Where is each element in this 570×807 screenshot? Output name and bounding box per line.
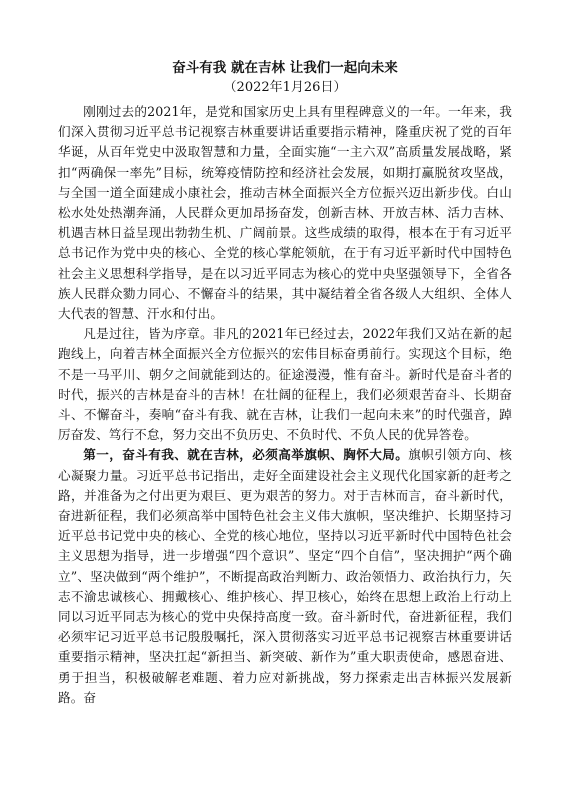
- paragraph-text: 旗帜引领方向、核心凝聚力量。习近平总书记指出，走好全面建设社会主义现代化国家新的赶考之路，并准备为之付出更为艰巨、更为艰苦的努力。对于吉林而言，奋斗新时代，奋进新征程，我们必须高举中国特色社会主义伟大旗帜，坚决维护、长期坚持习近平总书记党中央的核心、全党的核心地位，坚持以习近平新时代中国特色社会主义思想为指导，进一步增强“四个意识”、坚定“四个自信”，坚决拥护“两个确立”、坚决做到“两个维护”，不断提高政治判断力、政治领悟力、政治执行力，矢志不渝忠诚核心、拥戴核心、维护核心、捍卫核心，始终在思想上政治上行动上同以习近平同志为核心的党中央保持高度一致。奋斗新时代，奋进新征程，我们必须牢记习近平总书记殷殷嘱托，深入贯彻落实习近平总书记视察吉林重要讲话重要指示精神，坚决扛起“新担当、新突破、新作为”重大职责使命，感恩奋进、勇于担当，积极破解老难题、着力应对新挑战，努力探索走出吉林振兴发展新路。奋: [58, 447, 512, 705]
- paragraph-lead: 第一，奋斗有我、就在吉林，必须高举旗帜、胸怀大局。: [83, 447, 409, 463]
- paragraph-2: [58, 324, 512, 445]
- paragraph-3: [58, 445, 512, 708]
- paragraph-1: [58, 102, 512, 324]
- paragraph-text: 刚刚过去的2021年，是党和国家历史上具有里程碑意义的一年。一年来，我们深入贯彻习近平总书记视察吉林重要讲话重要指示精神，隆重庆祝了党的百年华诞，从百年党史中汲取智慧和力量，全面实施“一主六双”高质量发展战略，紧扣“两确保一率先”目标，统筹疫情防控和经济社会发展，如期打赢脱贫攻坚战，与全国一道全面建成小康社会，推动吉林全面振兴全方位振兴迈出新步伐。白山松水处处热潮奔涌，人民群众更加昂扬奋发，创新吉林、开放吉林、活力吉林、机遇吉林日益呈现出勃勃生机、广阔前景。这些成绩的取得，根本在于有习近平总书记作为党中央的核心、全党的核心掌舵领航，在于有习近平新时代中国特色社会主义思想科学指导，是在以习近平同志为核心的党中央坚强领导下，全省各族人民群众勠力同心、不懈奋斗的结果，其中凝结着全省各级人大组织、全体人大代表的智慧、汗水和付出。: [58, 104, 512, 322]
- paragraph-text: 凡是过往，皆为序章。非凡的2021年已经过去，2022年我们又站在新的起跑线上，向着吉林全面振兴全方位振兴的宏伟目标奋勇前行。实现这个目标，绝不是一马平川、朝夕之间就能到达的。征途漫漫，惟有奋斗。新时代是奋斗者的时代，振兴的吉林是奋斗的吉林！在壮阔的征程上，我们必须艰苦奋斗、长期奋斗、不懈奋斗，奏响“奋斗有我、就在吉林，让我们一起向未来”的时代强音，踔厉奋发、笃行不怠，努力交出不负历史、不负时代、不负人民的优异答卷。: [58, 326, 512, 443]
- document-title: 奋斗有我 就在吉林 让我们一起向未来: [172, 60, 398, 76]
- document-date: （2022年1月26日）: [223, 80, 347, 95]
